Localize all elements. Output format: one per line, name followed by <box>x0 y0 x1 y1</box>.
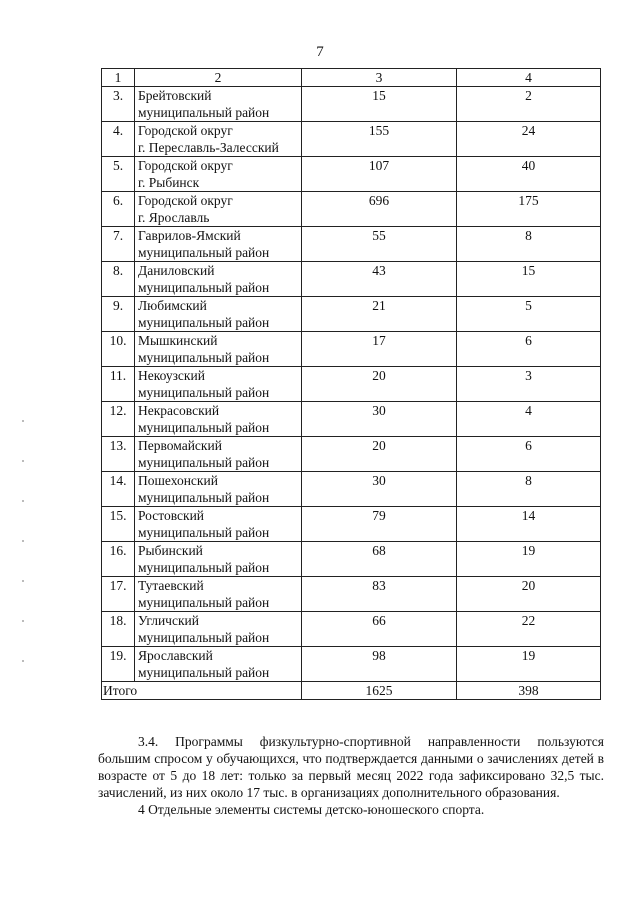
value-col4: 6 <box>457 332 601 367</box>
district-name-line2: муниципальный район <box>138 350 270 365</box>
scan-margin-marks <box>22 420 25 740</box>
total-label: Итого <box>102 682 302 700</box>
value-col3: 107 <box>302 157 457 192</box>
row-number: 10. <box>102 332 135 367</box>
table-row <box>102 402 601 437</box>
row-number: 19. <box>102 647 135 682</box>
value-col4: 14 <box>457 507 601 542</box>
total-col4: 398 <box>457 682 601 700</box>
district-name-line1: Гаврилов-Ямский <box>138 228 241 243</box>
row-number: 5. <box>102 157 135 192</box>
value-col3: 20 <box>302 437 457 472</box>
value-col3: 83 <box>302 577 457 612</box>
value-col4: 24 <box>457 122 601 157</box>
district-name-line1: Городской округ <box>138 123 233 138</box>
row-number: 12. <box>102 402 135 437</box>
table-row <box>102 472 601 507</box>
district-name <box>135 87 302 122</box>
header-cell: 2 <box>135 69 302 87</box>
district-name-line2: г. Рыбинск <box>138 175 200 190</box>
district-name-line1: Городской округ <box>138 193 233 208</box>
district-name-line1: Некоузский <box>138 368 205 383</box>
value-col3: 30 <box>302 472 457 507</box>
district-name-line2: муниципальный район <box>138 420 270 435</box>
district-name <box>135 297 302 332</box>
district-name-line2: муниципальный район <box>138 665 270 680</box>
district-name-line1: Первомайский <box>138 438 222 453</box>
table-row <box>102 192 601 227</box>
row-number: 6. <box>102 192 135 227</box>
district-name-line1: Городской округ <box>138 158 233 173</box>
district-name-line2: муниципальный район <box>138 560 270 575</box>
value-col3: 30 <box>302 402 457 437</box>
value-col3: 43 <box>302 262 457 297</box>
district-name-line2: г. Переславль-Залесский <box>138 140 279 155</box>
table-row <box>102 332 601 367</box>
margin-dot <box>22 620 24 622</box>
table-row <box>102 542 601 577</box>
paragraph: 4 Отдельные элементы системы детско-юношеского спорта. <box>138 802 485 817</box>
value-col4: 20 <box>457 577 601 612</box>
body-text <box>98 733 604 818</box>
margin-dot <box>22 460 24 462</box>
value-col4: 15 <box>457 262 601 297</box>
district-name <box>135 577 302 612</box>
district-name-line2: муниципальный район <box>138 525 270 540</box>
district-name-line1: Любимский <box>138 298 207 313</box>
enrollment-table <box>101 68 601 700</box>
row-number: 14. <box>102 472 135 507</box>
table-row <box>102 612 601 647</box>
district-name <box>135 647 302 682</box>
value-col4: 3 <box>457 367 601 402</box>
value-col3: 98 <box>302 647 457 682</box>
value-col4: 175 <box>457 192 601 227</box>
district-name <box>135 542 302 577</box>
district-name <box>135 507 302 542</box>
district-name-line2: муниципальный район <box>138 280 270 295</box>
value-col4: 22 <box>457 612 601 647</box>
value-col4: 40 <box>457 157 601 192</box>
district-name-line1: Пошехонский <box>138 473 218 488</box>
row-number: 11. <box>102 367 135 402</box>
value-col4: 8 <box>457 227 601 262</box>
value-col3: 68 <box>302 542 457 577</box>
district-name-line1: Брейтовский <box>138 88 212 103</box>
district-name <box>135 192 302 227</box>
table-row <box>102 297 601 332</box>
district-name-line1: Рыбинский <box>138 543 203 558</box>
table-row <box>102 577 601 612</box>
value-col4: 5 <box>457 297 601 332</box>
district-name-line1: Ярославский <box>138 648 213 663</box>
page-number: 7 <box>316 44 324 60</box>
value-col3: 55 <box>302 227 457 262</box>
row-number: 8. <box>102 262 135 297</box>
margin-dot <box>22 580 24 582</box>
value-col3: 155 <box>302 122 457 157</box>
district-name-line2: муниципальный район <box>138 455 270 470</box>
table-row <box>102 122 601 157</box>
district-name-line1: Даниловский <box>138 263 215 278</box>
table-row <box>102 87 601 122</box>
value-col4: 19 <box>457 542 601 577</box>
paragraph: 3.4. Программы физкультурно-спортивной направленности пользуются большим спросом у обучающихся, что подтверждается данными о зачислениях детей в возрасте от 5 до 18 лет: только за первый месяц 2022 года зафиксировано 32,5 тыс. зачислений, из них около 17 тыс. в организациях дополнительного образования. <box>98 734 604 800</box>
district-name <box>135 437 302 472</box>
table-row <box>102 262 601 297</box>
district-name-line2: муниципальный район <box>138 595 270 610</box>
table-row <box>102 437 601 472</box>
district-name <box>135 402 302 437</box>
value-col3: 21 <box>302 297 457 332</box>
value-col3: 696 <box>302 192 457 227</box>
row-number: 18. <box>102 612 135 647</box>
table-row <box>102 647 601 682</box>
value-col4: 2 <box>457 87 601 122</box>
value-col3: 79 <box>302 507 457 542</box>
table-row <box>102 157 601 192</box>
district-name-line2: муниципальный район <box>138 630 270 645</box>
district-name-line2: муниципальный район <box>138 105 270 120</box>
header-cell: 4 <box>457 69 601 87</box>
district-name <box>135 122 302 157</box>
header-cell: 1 <box>102 69 135 87</box>
margin-dot <box>22 660 24 662</box>
district-name <box>135 332 302 367</box>
row-number: 13. <box>102 437 135 472</box>
row-number: 4. <box>102 122 135 157</box>
table-row <box>102 507 601 542</box>
district-name-line1: Тутаевский <box>138 578 204 593</box>
total-row <box>102 682 601 700</box>
row-number: 9. <box>102 297 135 332</box>
table-header-row <box>102 69 601 87</box>
value-col3: 15 <box>302 87 457 122</box>
value-col4: 4 <box>457 402 601 437</box>
row-number: 15. <box>102 507 135 542</box>
total-col3: 1625 <box>302 682 457 700</box>
district-name-line2: муниципальный район <box>138 490 270 505</box>
row-number: 3. <box>102 87 135 122</box>
value-col3: 17 <box>302 332 457 367</box>
district-name-line2: муниципальный район <box>138 315 270 330</box>
table-row <box>102 367 601 402</box>
district-name <box>135 262 302 297</box>
district-name <box>135 227 302 262</box>
value-col4: 19 <box>457 647 601 682</box>
row-number: 7. <box>102 227 135 262</box>
district-name-line1: Мышкинский <box>138 333 218 348</box>
row-number: 17. <box>102 577 135 612</box>
value-col4: 6 <box>457 437 601 472</box>
district-name-line2: муниципальный район <box>138 245 270 260</box>
district-name <box>135 367 302 402</box>
header-cell: 3 <box>302 69 457 87</box>
margin-dot <box>22 540 24 542</box>
district-name <box>135 472 302 507</box>
district-name-line1: Ростовский <box>138 508 205 523</box>
margin-dot <box>22 500 24 502</box>
table-row <box>102 227 601 262</box>
value-col3: 20 <box>302 367 457 402</box>
district-name-line2: муниципальный район <box>138 385 270 400</box>
district-name-line2: г. Ярославль <box>138 210 210 225</box>
row-number: 16. <box>102 542 135 577</box>
value-col4: 8 <box>457 472 601 507</box>
margin-dot <box>22 420 24 422</box>
district-name-line1: Некрасовский <box>138 403 220 418</box>
value-col3: 66 <box>302 612 457 647</box>
district-name <box>135 157 302 192</box>
district-name <box>135 612 302 647</box>
district-name-line1: Угличский <box>138 613 199 628</box>
